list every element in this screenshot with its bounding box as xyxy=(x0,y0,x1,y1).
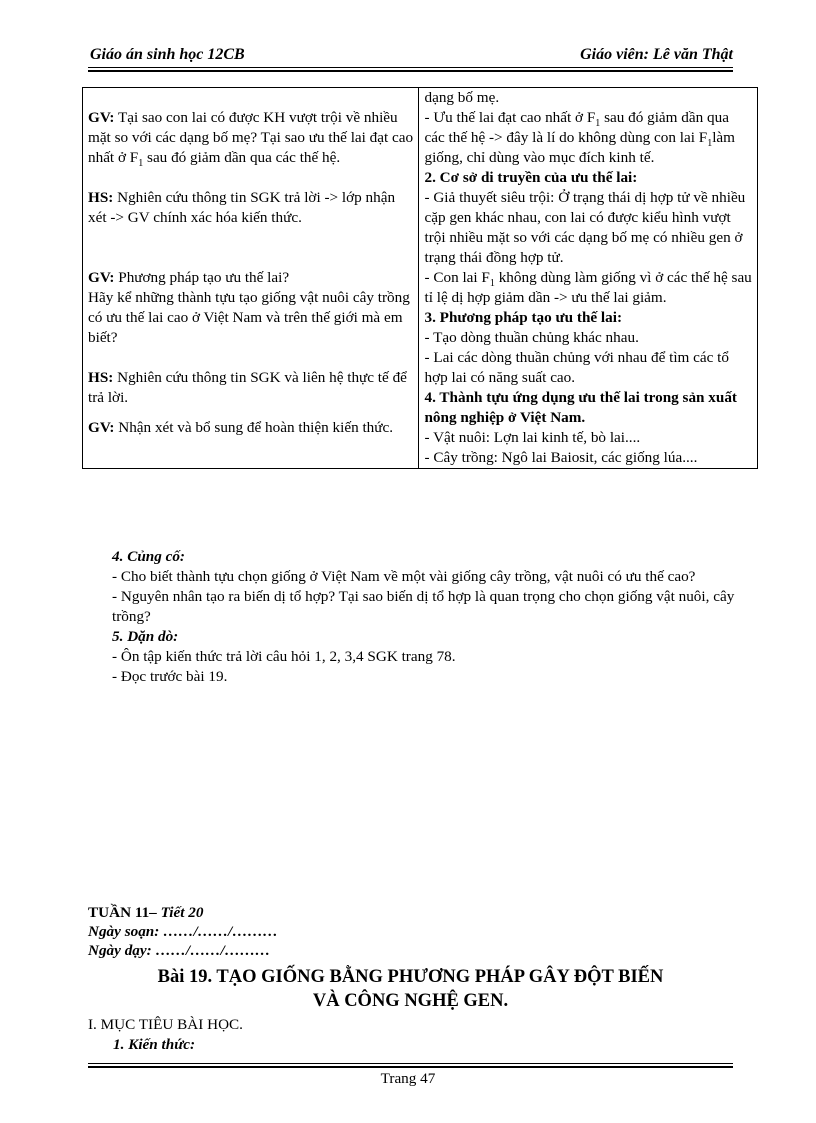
content-method-1: - Tạo dòng thuần chủng khác nhau. xyxy=(424,329,639,346)
header-teacher: Giáo viên: Lê văn Thật xyxy=(580,46,733,63)
content-heterosis-peak: - Ưu thế lai đạt cao nhất ở $F_1$ sau đó giảm dần qua các thế hệ -> đây là lí do không dùng con lai $F_1làm$ giống, chỉ dùng vào mục đích kinh tế. xyxy=(424,109,735,166)
footer-rule-1 xyxy=(88,1063,733,1064)
content-livestock: - Vật nuôi: Lợn lai kinh tế, bò lai.... xyxy=(424,429,641,446)
lesson-title-line-2: VÀ CÔNG NGHỆ GEN. xyxy=(312,991,509,1011)
gv-question-2: GV: Phương pháp tạo ưu thế lai? xyxy=(88,269,290,286)
gv-question-2b: Hãy kể những thành tựu tạo giống vật nuôi cây trồng có ưu thế lai cao ở Việt Nam và trên thế giới mà em biết? xyxy=(88,289,410,346)
page-number: Trang 47 xyxy=(380,1070,436,1087)
week-line: TUẦN 11– Tiết 20 xyxy=(88,904,204,921)
page-header xyxy=(88,44,733,68)
footer-rule-2 xyxy=(88,1066,733,1068)
gv-conclusion: GV: Nhận xét và bổ sung để hoàn thiện kiến thức. xyxy=(88,419,394,436)
lesson-content xyxy=(419,88,758,469)
content-superdominance: - Giả thuyết siêu trội: Ở trạng thái dị hợp tử về nhiều cặp gen khác nhau, con lai có được kiểu hình vượt trội nhiều mặt so với các dạng bố mẹ có nhiều gen ở trạng thái đồng hợp tử. xyxy=(424,189,746,266)
consolidation-item-1: - Cho biết thành tựu chọn giống ở Việt Nam về một vài giống cây trồng, vật nuôi có ưu thế cao? xyxy=(112,568,696,585)
content-method-2: - Lai các dòng thuần chủng với nhau để tìm các tổ hợp lai có năng suất cao. xyxy=(424,349,729,386)
table-row xyxy=(83,88,758,469)
hs-answer-2: HS: Nghiên cứu thông tin SGK và liên hệ thực tế để trả lời. xyxy=(88,369,407,406)
consolidation-homework xyxy=(112,547,752,687)
week-info xyxy=(88,903,738,960)
content-line-1: dạng bố mẹ. xyxy=(424,89,500,106)
section-heading-4: 4. Thành tựu ứng dụng ưu thế lai trong sản xuất nông nghiệp ở Việt Nam. xyxy=(424,389,737,426)
lesson-table xyxy=(82,87,758,469)
consolidation-title: 4. Củng cố: xyxy=(112,548,185,565)
header-rule-1 xyxy=(88,67,733,68)
content-f1-reason: - Con lai $F_1$ không dùng làm giống vì ở các thế hệ sau tỉ lệ dị hợp giảm dần -> ưu thế lai giảm. xyxy=(424,269,752,306)
homework-item-2: - Đọc trước bài 19. xyxy=(112,668,228,685)
objectives xyxy=(88,1015,243,1055)
prep-date: Ngày soạn: ……/……/……… xyxy=(88,923,278,940)
homework-item-1: - Ôn tập kiến thức trả lời câu hỏi 1, 2, 3,4 SGK trang 78. xyxy=(112,648,456,665)
homework-title: 5. Dặn dò: xyxy=(112,628,179,645)
header-course: Giáo án sinh học 12CB xyxy=(90,46,245,63)
hs-answer-1: HS: Nghiên cứu thông tin SGK trả lời -> lớp nhận xét -> GV chính xác hóa kiến thức. xyxy=(88,189,396,226)
teach-date: Ngày dạy: ……/……/……… xyxy=(88,942,271,959)
section-heading-3: 3. Phương pháp tạo ưu thế lai: xyxy=(424,309,623,326)
lesson-title xyxy=(88,965,733,1013)
objectives-knowledge: 1. Kiến thức: xyxy=(113,1036,196,1053)
section-heading-2: 2. Cơ sở di truyền của ưu thế lai: xyxy=(424,169,638,186)
consolidation-item-2: - Nguyên nhân tạo ra biến dị tổ hợp? Tại sao biến dị tổ hợp là quan trọng cho chọn giống vật nuôi, cây trồng? xyxy=(112,588,735,625)
content-crops: - Cây trồng: Ngô lai Baiosit, các giống lúa.... xyxy=(424,449,698,466)
header-rule-2 xyxy=(88,70,733,72)
objectives-heading: I. MỤC TIÊU BÀI HỌC. xyxy=(88,1016,243,1033)
lesson-title-line-1: Bài 19. TẠO GIỐNG BẰNG PHƯƠNG PHÁP GÂY ĐỘT BIẾN xyxy=(157,967,664,987)
gv-question-1: GV: Tại sao con lai có được KH vượt trội về nhiều mặt so với các dạng bố mẹ? Tại sao ưu thế lai đạt cao nhất ở $F_1$ sau đó giảm dần qua các thế hệ. xyxy=(88,109,414,170)
teacher-student-activities xyxy=(83,88,419,469)
